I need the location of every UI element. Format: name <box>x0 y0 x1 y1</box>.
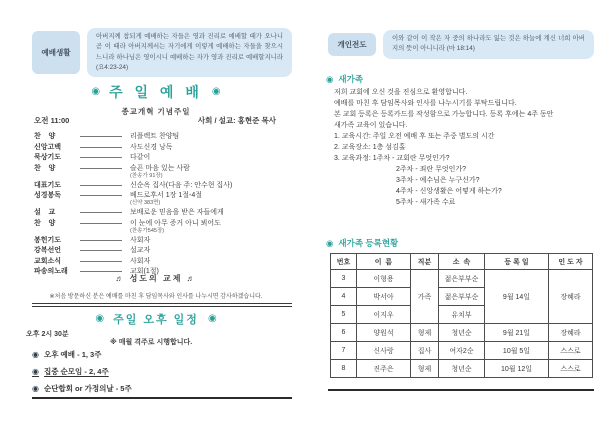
cell-name: 박서아 <box>357 288 411 306</box>
worship-life-verse: 아버지께 참되게 예배하는 자들은 영과 진리로 예배할 때가 오나니 곧 이 때라 아버지께서는 자기에게 이렇게 예배하는 자들을 찾으시느니라 하나님은 영이시니 예배하는 자가 영과 진리로 예배할지니라 (요4:23-24) <box>87 28 292 77</box>
cell-date: 10월 12일 <box>485 360 549 378</box>
order-row <box>34 192 290 207</box>
newcomer-title: 새가족 <box>338 74 364 84</box>
order-label: 대표기도 <box>34 181 62 189</box>
afternoon-note: ※ 매월 격주로 시행합니다. <box>110 339 193 346</box>
order-row <box>34 209 290 217</box>
col-name: 이 름 <box>357 254 411 270</box>
order-content <box>130 220 290 235</box>
registry-heading <box>326 237 398 249</box>
cell-guide: 장혜라 <box>549 270 593 324</box>
order-label: 찬 양 <box>34 164 56 172</box>
cell-date: 9월 14일 <box>485 270 549 324</box>
visitor-note-row <box>18 285 294 303</box>
afternoon-item <box>32 383 132 394</box>
col-group: 소 속 <box>439 254 485 270</box>
order-dash-line <box>80 136 122 137</box>
afternoon-title: 주일 오후 일정 <box>113 314 199 326</box>
worship-subtitle: 종교개혁 기념주일 <box>121 107 191 116</box>
table-row <box>331 360 593 378</box>
order-content <box>130 165 290 180</box>
cell-name: 진주은 <box>357 360 411 378</box>
item-bullet-icon: ◉ <box>32 350 39 359</box>
worship-life-tab: 예배생활 <box>32 31 80 74</box>
worship-time-row <box>34 115 276 126</box>
cell-name: 이지우 <box>357 306 411 324</box>
worship-time: 오전 11:00 <box>34 116 70 125</box>
order-label: 신앙고백 <box>34 143 62 151</box>
cell-group: 여자2순 <box>439 342 485 360</box>
curriculum-line: 2주차 - 죄란 무엇인가? <box>396 166 467 173</box>
fellowship-text: ♬ 성도의 교제 ♬ <box>115 274 197 283</box>
order-label: 찬 양 <box>34 219 56 227</box>
order-content: 설교자 <box>130 247 151 254</box>
worship-life-verse-row <box>32 28 292 77</box>
order-row <box>34 133 290 141</box>
title-bullet-icon: ◉ <box>211 86 221 97</box>
order-label: 성경봉독 <box>34 192 62 199</box>
afternoon-item <box>32 366 109 377</box>
order-dash-line <box>80 195 122 196</box>
cell-group: 청년순 <box>439 324 485 342</box>
newcomer-line: 2. 교육장소: 1층 섬김홀 <box>334 144 406 151</box>
cell-no: 3 <box>331 270 357 288</box>
left-page <box>18 0 294 424</box>
afternoon-item-text: 오후 예배 - 1, 3주 <box>43 350 102 359</box>
sunday-worship-title-row <box>18 82 294 102</box>
order-content: 신순옥 집사(다음 주: 안수현 집사) <box>130 181 233 189</box>
order-label: 묵상기도 <box>34 154 62 161</box>
evangelism-verse: 이와 같이 이 작은 자 중의 하나라도 잃는 것은 하늘에 계신 너희 아버지의 뜻이 아니니라 (마 18:14) <box>383 30 594 59</box>
newcomer-heading <box>326 73 363 85</box>
evangelism-verse-row <box>328 30 594 59</box>
newcomer-line: 새가족 교육이 있습니다. <box>334 122 408 129</box>
order-dash-line <box>80 185 122 186</box>
section-divider <box>32 303 292 307</box>
registry-table-head <box>331 254 593 270</box>
newcomer-line: 저희 교회에 오신 것을 진심으로 환영합니다. <box>334 89 468 96</box>
page-bottom-rule <box>32 397 292 399</box>
cell-name: 신사랑 <box>357 342 411 360</box>
curriculum-line: 5주차 - 새가족 수료 <box>396 199 456 206</box>
order-row <box>34 247 290 255</box>
cell-group: 유치부 <box>439 306 485 324</box>
cell-position: 가족 <box>411 270 439 324</box>
col-no: 번호 <box>331 254 357 270</box>
worship-order-list <box>34 133 290 279</box>
afternoon-time: 오후 2시 30분 <box>26 331 69 338</box>
curriculum-line: 4주차 - 신앙생활은 어떻게 하는가? <box>396 188 502 195</box>
order-content: 사도신경 낭독 <box>130 143 173 151</box>
order-note: (찬송가545장) <box>130 227 165 234</box>
order-row <box>34 237 290 245</box>
cell-guide: 스스로 <box>549 342 593 360</box>
fellowship-row <box>18 268 294 286</box>
title-bullet-icon: ◉ <box>95 313 105 324</box>
cell-no: 8 <box>331 360 357 378</box>
newcomer-text-block <box>324 87 594 208</box>
registry-table-body <box>331 270 593 378</box>
order-note: (신약 383면) <box>130 200 161 206</box>
table-row <box>331 270 593 288</box>
afternoon-title-row <box>18 311 294 327</box>
order-dash-line <box>80 212 122 213</box>
order-content <box>130 192 290 207</box>
cell-group: 젊은부부순 <box>439 270 485 288</box>
cell-guide: 스스로 <box>549 360 593 378</box>
table-header-row <box>331 254 593 270</box>
order-content-text: 베드로후서 1장 1절-4절 <box>130 192 202 199</box>
order-dash-line <box>80 223 122 224</box>
order-dash-line <box>80 261 122 262</box>
cell-name: 이형용 <box>357 270 411 288</box>
right-page <box>316 0 594 424</box>
table-row <box>331 342 593 360</box>
cell-position: 집사 <box>411 342 439 360</box>
order-content: 사회자 <box>130 236 151 244</box>
registry-table <box>330 253 593 378</box>
cell-date: 9월 21일 <box>485 324 549 342</box>
sunday-worship-title: 주 일 예 배 <box>109 84 203 100</box>
cell-position: 형제 <box>411 360 439 378</box>
order-dash-line <box>80 250 122 251</box>
page-bottom-rule <box>328 389 594 391</box>
cell-group: 청년순 <box>439 360 485 378</box>
order-row <box>34 144 290 152</box>
order-note: (찬송가 91장) <box>130 172 163 179</box>
order-content: 교회(1절) <box>130 268 159 275</box>
col-guide: 인 도 자 <box>549 254 593 270</box>
order-content: 보배로운 믿음을 받은 자들에게 <box>130 209 224 216</box>
order-dash-line <box>80 168 122 169</box>
order-row <box>34 220 290 235</box>
curriculum-line: 3주차 - 예수님은 누구신가? <box>396 177 480 184</box>
order-label: 파송의노래 <box>34 268 68 275</box>
newcomer-line: 3. 교육과정: 1주차 - 교회란 무엇인가? <box>334 155 450 162</box>
col-date: 등 록 일 <box>485 254 549 270</box>
visitor-note: ※처음 방문하신 분은 예배를 마친 후 담임목사와 인사를 나누시면 감사하겠습니다. <box>49 294 263 300</box>
order-row <box>34 258 290 266</box>
newcomer-line: 1. 교육시간: 주일 오전 예배 후 또는 주중 별도의 시간 <box>334 133 495 140</box>
afternoon-item <box>32 349 101 360</box>
table-row <box>331 324 593 342</box>
afternoon-item-text: 순단합회 or 가정의날 - 5주 <box>43 384 132 393</box>
section-bullet-icon: ◉ <box>326 238 334 248</box>
newcomer-line: 본 교회 등록은 등록카드를 작성함으로 가능합니다. 등록 후에는 4주 동안 <box>334 111 554 118</box>
cell-no: 7 <box>331 342 357 360</box>
evangelism-tab: 개인전도 <box>328 33 376 56</box>
order-label: 교회소식 <box>34 257 62 265</box>
cell-name: 양원석 <box>357 324 411 342</box>
cell-no: 4 <box>331 288 357 306</box>
order-label: 찬 양 <box>34 133 56 140</box>
cell-no: 6 <box>331 324 357 342</box>
order-content: 리플렉트 찬양팀 <box>130 133 180 140</box>
order-row <box>34 154 290 162</box>
afternoon-item-text: 집중 순모임 - 2, 4주 <box>43 367 109 376</box>
order-content: 다같이 <box>130 154 151 161</box>
order-row <box>34 165 290 180</box>
order-dash-line <box>80 157 122 158</box>
cell-group: 젊은부부순 <box>439 288 485 306</box>
order-label: 강복선언 <box>34 247 62 254</box>
worship-leader: 사회 / 설교: 홍현준 목사 <box>197 116 276 125</box>
order-dash-line <box>80 240 122 241</box>
cell-position: 형제 <box>411 324 439 342</box>
registry-title: 새가족 등록현황 <box>338 238 399 248</box>
order-label: 봉헌기도 <box>34 236 62 244</box>
col-position: 직분 <box>411 254 439 270</box>
order-label: 설 교 <box>34 209 56 216</box>
order-content: 사회자 <box>130 257 151 265</box>
title-bullet-icon: ◉ <box>207 313 217 324</box>
cell-guide: 장혜라 <box>549 324 593 342</box>
title-bullet-icon: ◉ <box>91 86 101 97</box>
order-dash-line <box>80 147 122 148</box>
item-bullet-icon: ◉ <box>32 367 39 376</box>
item-bullet-icon: ◉ <box>32 384 39 393</box>
newcomer-line: 예배를 마친 후 담임목사와 인사를 나누시기를 부탁드립니다. <box>334 100 517 107</box>
cell-no: 5 <box>331 306 357 324</box>
section-bullet-icon: ◉ <box>326 74 334 84</box>
order-content-text: 슬픈 마음 있는 사람 <box>130 164 190 172</box>
order-content-text: 이 눈에 아무 증거 아니 뵈어도 <box>130 219 221 227</box>
order-row <box>34 182 290 190</box>
cell-date: 10월 5일 <box>485 342 549 360</box>
